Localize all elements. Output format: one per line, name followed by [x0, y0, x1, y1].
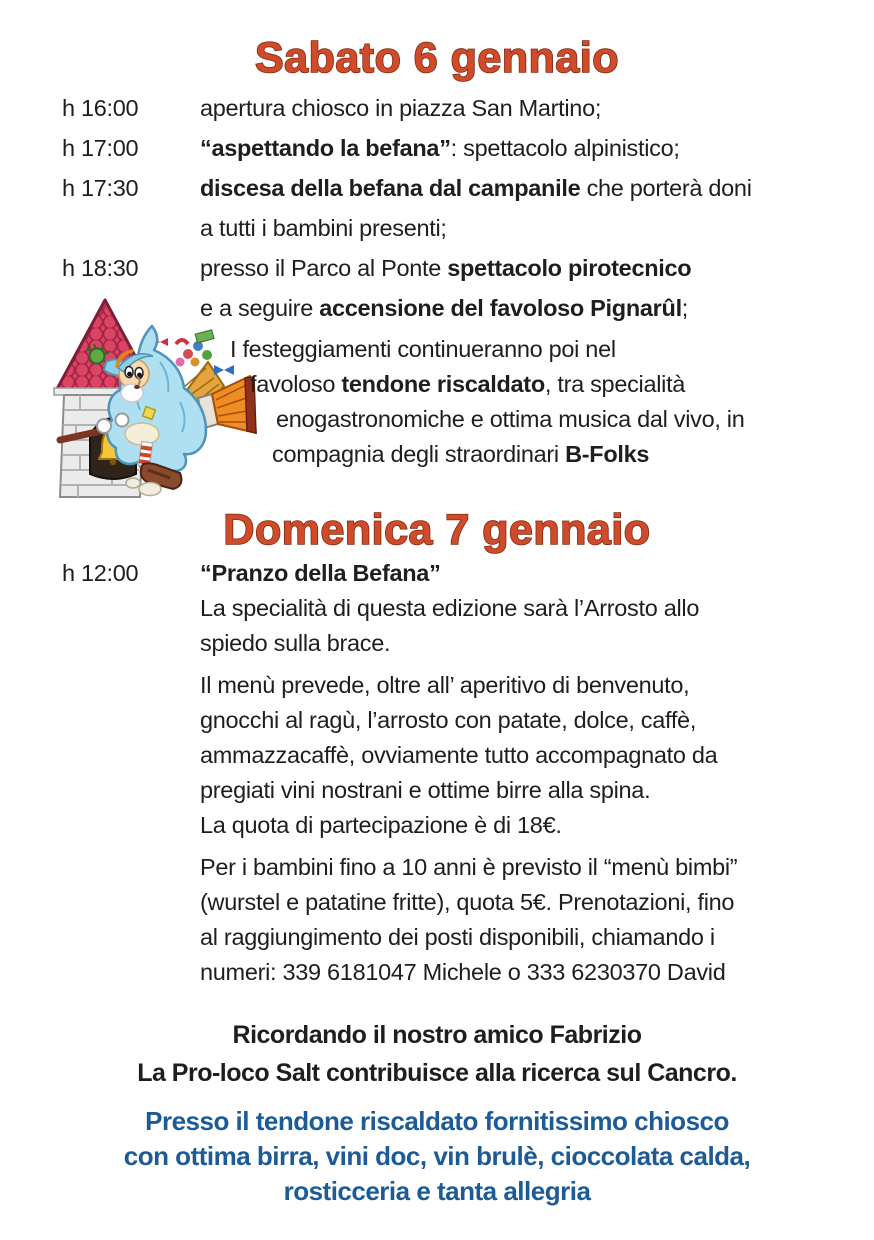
sabato-evening-paragraph	[0, 332, 874, 472]
schedule-row	[0, 248, 874, 288]
paragraph-text: gnocchi al ragù, l’arrosto con patate, dolce, caffè,	[200, 707, 697, 733]
paragraph-text-bold: tendone riscaldato	[341, 371, 545, 397]
paragraph-spacer	[0, 661, 874, 668]
kiosk-line: rosticceria e tanta allegria	[283, 1176, 591, 1206]
schedule-time: h 17:30	[62, 175, 139, 201]
paragraph-text: spiedo sulla brace.	[200, 630, 391, 656]
paragraph-line	[0, 591, 874, 626]
paragraph-text: La quota di partecipazione è di 18€.	[200, 812, 562, 838]
schedule-text-bold: spettacolo pirotecnico	[447, 255, 692, 281]
paragraph-text: numeri: 339 6181047 Michele o 333 6230370 David	[200, 959, 726, 985]
schedule-text: che porterà doni	[580, 175, 752, 201]
schedule-text-bold: accensione del favoloso Pignarûl	[319, 295, 682, 321]
paragraph-text: Il menù prevede, oltre all’ aperitivo di benvenuto,	[200, 672, 690, 698]
schedule-text: a tutti i bambini presenti;	[200, 215, 447, 241]
paragraph-text: pregiati vini nostrani e ottime birre alla spina.	[200, 777, 651, 803]
paragraph-text: compagnia degli straordinari	[272, 441, 566, 467]
paragraph-line	[0, 367, 874, 402]
schedule-text: presso il Parco al Ponte	[200, 255, 448, 281]
schedule-row	[0, 88, 874, 128]
event-title-domenica: Domenica 7 gennaio	[223, 506, 651, 554]
paragraph-text-bold: B-Folks	[565, 441, 650, 467]
paragraph-text: enogastronomiche e ottima musica dal vivo, in	[276, 406, 745, 432]
schedule-text: e a seguire	[200, 295, 320, 321]
paragraph-text: (wurstel e patatine fritte), quota 5€. Prenotazioni, fino	[200, 889, 735, 915]
paragraph-text: Per i bambini fino a 10 anni è previsto il “menù bimbi”	[200, 854, 738, 880]
paragraph-line	[0, 850, 874, 885]
schedule-time: h 17:00	[62, 135, 139, 161]
paragraph-line	[0, 626, 874, 661]
paragraph-text: favoloso	[250, 371, 342, 397]
paragraph-line	[0, 920, 874, 955]
paragraph-line	[0, 703, 874, 738]
schedule-time: h 12:00	[62, 560, 139, 586]
memorial-note	[0, 1016, 874, 1092]
paragraph-text: La specialità di questa edizione sarà l’Arrosto allo	[200, 595, 700, 621]
kiosk-line: Presso il tendone riscaldato fornitissimo chiosco	[145, 1106, 729, 1136]
paragraph-line	[0, 402, 874, 437]
schedule-text: : spettacolo alpinistico;	[450, 135, 680, 161]
schedule-time: h 16:00	[62, 95, 139, 121]
paragraph-line	[0, 885, 874, 920]
kiosk-note	[0, 1104, 874, 1209]
paragraph-text: I festeggiamenti continueranno poi nel	[230, 336, 616, 362]
paragraph-line	[0, 808, 874, 843]
paragraph-line	[0, 955, 874, 990]
schedule-row	[0, 556, 874, 591]
paragraph-text: ammazzacaffè, ovviamente tutto accompagnato da	[200, 742, 718, 768]
paragraph-line	[0, 773, 874, 808]
schedule-text-bold: “aspettando la befana”	[200, 135, 451, 161]
kiosk-line: con ottima birra, vini doc, vin brulè, cioccolata calda,	[123, 1141, 751, 1171]
memorial-line: Ricordando il nostro amico Fabrizio	[232, 1021, 642, 1049]
paragraph-line	[0, 437, 874, 472]
schedule-text-bold: discesa della befana dal campanile	[200, 175, 581, 201]
paragraph-text: al raggiungimento dei posti disponibili, chiamando i	[200, 924, 715, 950]
schedule-text: apertura chiosco in piazza San Martino;	[200, 95, 602, 121]
paragraph-spacer	[0, 843, 874, 850]
paragraph-line	[0, 332, 874, 367]
schedule-row	[0, 208, 874, 248]
paragraph-line	[0, 668, 874, 703]
domenica-schedule	[0, 556, 874, 990]
memorial-line: La Pro-loco Salt contribuisce alla ricerca sul Cancro.	[137, 1059, 737, 1087]
paragraph-text: , tra specialità	[544, 371, 686, 397]
schedule-row	[0, 168, 874, 208]
schedule-heading: “Pranzo della Befana”	[200, 560, 441, 586]
schedule-text: ;	[681, 295, 689, 321]
paragraph-line	[0, 738, 874, 773]
schedule-row	[0, 128, 874, 168]
event-title-sabato: Sabato 6 gennaio	[254, 34, 619, 82]
schedule-time: h 18:30	[62, 255, 139, 281]
